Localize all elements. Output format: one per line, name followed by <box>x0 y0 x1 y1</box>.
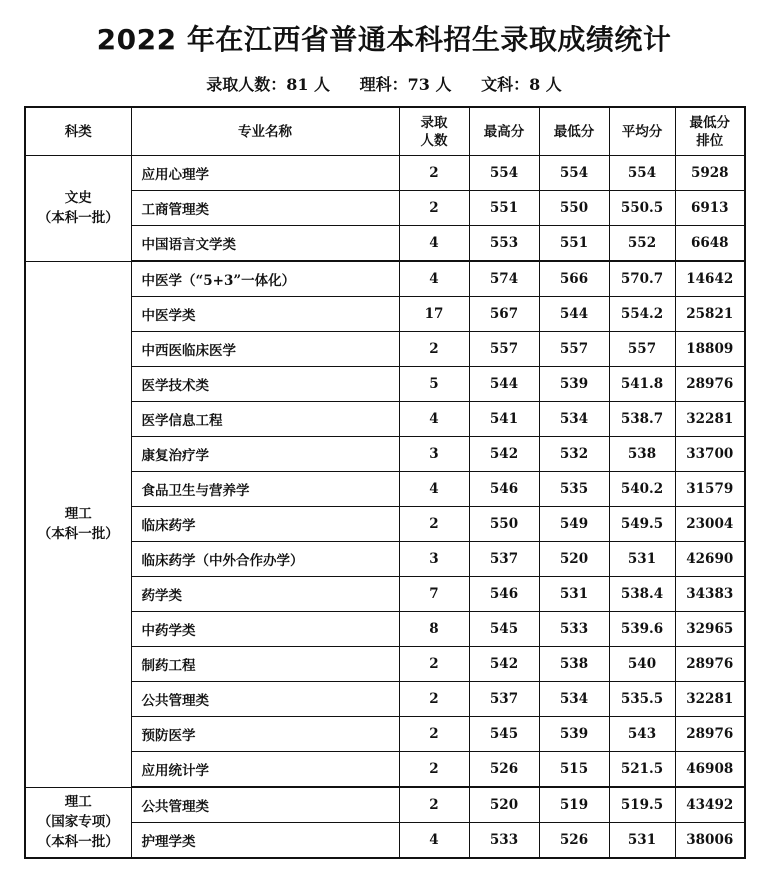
max-score-cell: 542 <box>469 647 539 682</box>
max-score-cell: 541 <box>469 402 539 437</box>
page-title: 2022 年在江西省普通本科招生录取成绩统计 <box>96 23 672 56</box>
summary-arts: 文科：8 人 <box>481 75 562 94</box>
max-score-cell: 526 <box>469 752 539 788</box>
min-score-cell: 519 <box>539 787 609 823</box>
avg-score-cell: 552 <box>609 226 675 262</box>
admitted-count-cell: 2 <box>399 191 469 226</box>
min-rank-cell: 32965 <box>675 612 745 647</box>
header-max-score: 最高分 <box>469 107 539 156</box>
admitted-count-cell: 4 <box>399 261 469 297</box>
category-label-line: （本科一批） <box>37 210 119 227</box>
max-score-cell: 544 <box>469 367 539 402</box>
min-rank-cell: 31579 <box>675 472 745 507</box>
admitted-count-cell: 8 <box>399 612 469 647</box>
min-score-cell: 544 <box>539 297 609 332</box>
avg-score-cell: 538.4 <box>609 577 675 612</box>
min-rank-cell: 32281 <box>675 682 745 717</box>
category-label-line: （国家专项） <box>37 814 119 831</box>
max-score-cell: 553 <box>469 226 539 262</box>
table-row <box>25 682 745 717</box>
min-rank-cell: 28976 <box>675 647 745 682</box>
major-name-cell: 医学信息工程 <box>131 402 399 437</box>
major-name-cell: 制药工程 <box>131 647 399 682</box>
header-min-rank <box>675 107 745 156</box>
category-label-line: （本科一批） <box>37 526 119 542</box>
max-score-cell: 546 <box>469 472 539 507</box>
major-name-cell: 应用心理学 <box>131 156 399 191</box>
min-rank-cell: 6648 <box>675 226 745 262</box>
min-score-cell: 532 <box>539 437 609 472</box>
table-row <box>25 612 745 647</box>
avg-score-cell: 535.5 <box>609 682 675 717</box>
major-name-cell: 护理学类 <box>131 823 399 859</box>
header-major: 专业名称 <box>131 107 399 156</box>
min-score-cell: 534 <box>539 402 609 437</box>
table-row <box>25 472 745 507</box>
min-rank-cell: 18809 <box>675 332 745 367</box>
min-rank-cell: 23004 <box>675 507 745 542</box>
min-score-cell: 551 <box>539 226 609 262</box>
admitted-count-cell: 2 <box>399 156 469 191</box>
max-score-cell: 533 <box>469 823 539 859</box>
avg-score-cell: 550.5 <box>609 191 675 226</box>
admitted-count-cell: 4 <box>399 226 469 262</box>
max-score-cell: 542 <box>469 437 539 472</box>
table-row <box>25 402 745 437</box>
admitted-count-cell: 3 <box>399 437 469 472</box>
major-name-cell: 中医学类 <box>131 297 399 332</box>
major-name-cell: 中国语言文学类 <box>131 226 399 262</box>
table-row <box>25 437 745 472</box>
table-row <box>25 367 745 402</box>
min-score-cell: 520 <box>539 542 609 577</box>
admitted-count-cell: 3 <box>399 542 469 577</box>
admitted-count-cell: 4 <box>399 823 469 859</box>
min-score-cell: 550 <box>539 191 609 226</box>
avg-score-cell: 557 <box>609 332 675 367</box>
avg-score-cell: 570.7 <box>609 261 675 297</box>
major-name-cell: 药学类 <box>131 577 399 612</box>
min-score-cell: 534 <box>539 682 609 717</box>
summary-total: 录取人数：81 人 <box>206 75 331 94</box>
table-row <box>25 752 745 788</box>
min-rank-cell: 34383 <box>675 577 745 612</box>
min-score-cell: 554 <box>539 156 609 191</box>
major-name-cell: 公共管理类 <box>131 787 399 823</box>
min-rank-cell: 42690 <box>675 542 745 577</box>
table-row <box>25 507 745 542</box>
min-rank-cell: 14642 <box>675 261 745 297</box>
header-category: 科类 <box>25 107 131 156</box>
avg-score-cell: 519.5 <box>609 787 675 823</box>
admitted-count-cell: 2 <box>399 332 469 367</box>
avg-score-cell: 521.5 <box>609 752 675 788</box>
category-cell <box>25 787 131 858</box>
admission-score-table <box>24 106 746 859</box>
min-rank-cell: 6913 <box>675 191 745 226</box>
min-rank-cell: 25821 <box>675 297 745 332</box>
min-rank-cell: 28976 <box>675 717 745 752</box>
table-row <box>25 787 745 823</box>
major-name-cell: 预防医学 <box>131 717 399 752</box>
category-cell <box>25 261 131 787</box>
min-score-cell: 539 <box>539 367 609 402</box>
major-name-cell: 中医学（“5+3”一体化） <box>131 261 399 297</box>
max-score-cell: 554 <box>469 156 539 191</box>
major-name-cell: 康复治疗学 <box>131 437 399 472</box>
min-rank-cell: 32281 <box>675 402 745 437</box>
major-name-cell: 医学技术类 <box>131 367 399 402</box>
avg-score-cell: 554.2 <box>609 297 675 332</box>
table-row <box>25 261 745 297</box>
table-row <box>25 332 745 367</box>
table-row <box>25 297 745 332</box>
table-row <box>25 823 745 859</box>
admission-summary <box>0 72 768 95</box>
category-label-line: 理工 <box>64 794 92 811</box>
admitted-count-cell: 4 <box>399 402 469 437</box>
admitted-count-cell: 2 <box>399 647 469 682</box>
max-score-cell: 567 <box>469 297 539 332</box>
min-score-cell: 533 <box>539 612 609 647</box>
header-min-score: 最低分 <box>539 107 609 156</box>
table-header-row <box>25 107 745 156</box>
header-admitted-line1: 录取 <box>420 114 448 131</box>
table-row <box>25 577 745 612</box>
major-name-cell: 临床药学 <box>131 507 399 542</box>
category-cell <box>25 156 131 262</box>
header-min-rank-line1: 最低分 <box>689 114 730 131</box>
admitted-count-cell: 4 <box>399 472 469 507</box>
avg-score-cell: 531 <box>609 823 675 859</box>
min-score-cell: 515 <box>539 752 609 788</box>
min-score-cell: 535 <box>539 472 609 507</box>
admitted-count-cell: 17 <box>399 297 469 332</box>
avg-score-cell: 539.6 <box>609 612 675 647</box>
min-score-cell: 539 <box>539 717 609 752</box>
header-admitted <box>399 107 469 156</box>
min-rank-cell: 33700 <box>675 437 745 472</box>
avg-score-cell: 538 <box>609 437 675 472</box>
max-score-cell: 545 <box>469 612 539 647</box>
major-name-cell: 食品卫生与营养学 <box>131 472 399 507</box>
admitted-count-cell: 5 <box>399 367 469 402</box>
min-rank-cell: 46908 <box>675 752 745 788</box>
min-score-cell: 557 <box>539 332 609 367</box>
max-score-cell: 557 <box>469 332 539 367</box>
avg-score-cell: 531 <box>609 542 675 577</box>
avg-score-cell: 540 <box>609 647 675 682</box>
major-name-cell: 临床药学（中外合作办学） <box>131 542 399 577</box>
header-admitted-line2: 人数 <box>420 132 448 149</box>
table-row <box>25 156 745 191</box>
min-rank-cell: 5928 <box>675 156 745 191</box>
table-row <box>25 542 745 577</box>
header-min-rank-line2: 排位 <box>696 132 724 149</box>
avg-score-cell: 554 <box>609 156 675 191</box>
summary-science: 理科：73 人 <box>359 75 452 94</box>
admitted-count-cell: 2 <box>399 717 469 752</box>
admitted-count-cell: 2 <box>399 787 469 823</box>
min-rank-cell: 28976 <box>675 367 745 402</box>
min-score-cell: 526 <box>539 823 609 859</box>
avg-score-cell: 540.2 <box>609 472 675 507</box>
max-score-cell: 520 <box>469 787 539 823</box>
min-score-cell: 531 <box>539 577 609 612</box>
table-row <box>25 717 745 752</box>
major-name-cell: 工商管理类 <box>131 191 399 226</box>
max-score-cell: 537 <box>469 542 539 577</box>
avg-score-cell: 541.8 <box>609 367 675 402</box>
min-score-cell: 538 <box>539 647 609 682</box>
avg-score-cell: 549.5 <box>609 507 675 542</box>
min-rank-cell: 43492 <box>675 787 745 823</box>
major-name-cell: 中药学类 <box>131 612 399 647</box>
table-body <box>25 156 745 859</box>
avg-score-cell: 538.7 <box>609 402 675 437</box>
max-score-cell: 545 <box>469 717 539 752</box>
table-row <box>25 647 745 682</box>
category-label-line: 理工 <box>64 506 92 522</box>
min-rank-cell: 38006 <box>675 823 745 859</box>
avg-score-cell: 543 <box>609 717 675 752</box>
admitted-count-cell: 7 <box>399 577 469 612</box>
min-score-cell: 566 <box>539 261 609 297</box>
table-row <box>25 226 745 262</box>
header-avg-score: 平均分 <box>609 107 675 156</box>
table-row <box>25 191 745 226</box>
max-score-cell: 550 <box>469 507 539 542</box>
max-score-cell: 574 <box>469 261 539 297</box>
category-label-line: 文史 <box>64 190 92 207</box>
max-score-cell: 546 <box>469 577 539 612</box>
category-label-line: （本科一批） <box>37 834 119 851</box>
admitted-count-cell: 2 <box>399 752 469 788</box>
max-score-cell: 551 <box>469 191 539 226</box>
major-name-cell: 应用统计学 <box>131 752 399 788</box>
major-name-cell: 中西医临床医学 <box>131 332 399 367</box>
max-score-cell: 537 <box>469 682 539 717</box>
min-score-cell: 549 <box>539 507 609 542</box>
admitted-count-cell: 2 <box>399 507 469 542</box>
major-name-cell: 公共管理类 <box>131 682 399 717</box>
admitted-count-cell: 2 <box>399 682 469 717</box>
